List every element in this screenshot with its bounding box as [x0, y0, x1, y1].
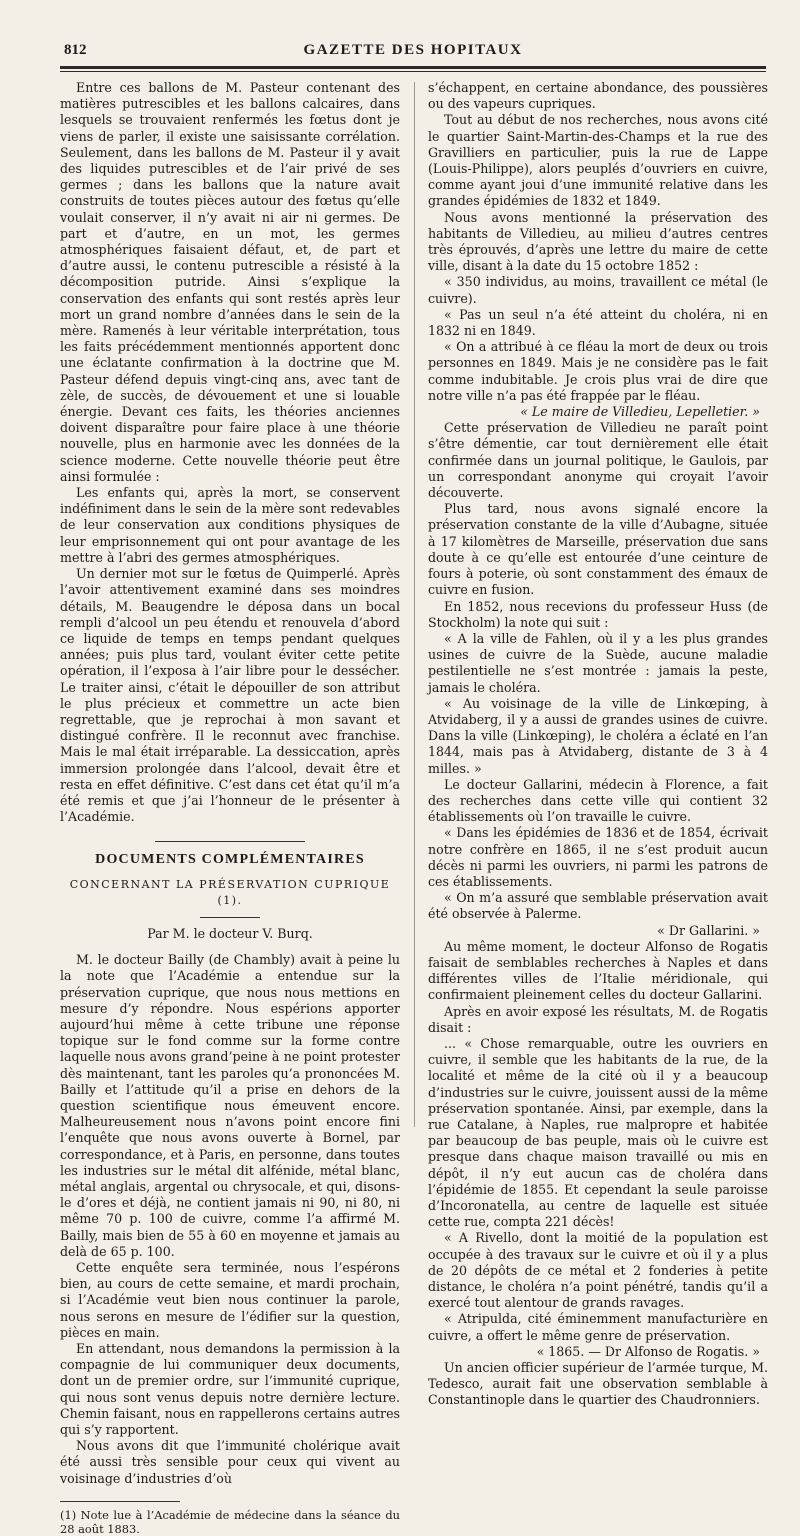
section-author: Par M. le docteur V. Burq. — [147, 925, 313, 941]
section-divider-short — [200, 917, 260, 918]
paragraph: Le docteur Gallarini, médecin à Florence, a fait des recherches dans cette ville qui contient 32 établissements où l’on travaille le cuivre. — [428, 776, 768, 825]
quote-paragraph: « Atripulda, cité éminemment manufacturière en cuivre, a offert le même genre de préservation. — [428, 1311, 768, 1343]
quote-paragraph: « Dans les épidémies de 1836 et de 1854, écrivait notre confrère en 1865, il ne s’est produit aucun décès ni parmi les ouvriers, ni parmi les patrons de ces établissements. — [428, 825, 768, 889]
paragraph: Un ancien officier supérieur de l’armée turque, M. Tedesco, aurait fait une observation semblable à Constantinople dans le quartier des Chaudronniers. — [428, 1360, 768, 1408]
footnote: (1) Note lue à l’Académie de médecine dans la séance du 28 août 1883. — [60, 1507, 400, 1536]
paragraph: En 1852, nous recevions du professeur Huss (de Stockholm) la note qui suit : — [428, 598, 768, 630]
quote-paragraph: « Au voisinage de la ville de Linkœping, à Atvidaberg, il y a aussi de grandes usines de cuivre. Dans la ville (Linkœping), le choléra a éclaté en l’an 1844, mais pas à Atvidaberg, distante de 3 à 4 milles. » — [428, 695, 768, 776]
quote-paragraph: « A la ville de Fahlen, où il y a les plus grandes usines de cuivre de la Suède, aucune maladie pestilentielle ne s’est montrée : jamais la peste, jamais le choléra. — [428, 630, 768, 695]
quote-paragraph: « 350 individus, au moins, travaillent ce métal (le cuivre). — [428, 274, 768, 306]
section-subtitle: CONCERNANT LA PRÉSERVATION CUPRIQUE (1). — [69, 877, 391, 907]
section-title: DOCUMENTS COMPLÉMENTAIRES — [95, 852, 365, 868]
paragraph: En attendant, nous demandons la permission à la compagnie de lui communiquer deux documents, dont un de premier ordre, sur l’immunité cuprique, qui nous sont venus depuis notre dernière lecture. Chemin faisant, nous en rappellerons certains autres qui s’y rapportent. — [60, 1341, 400, 1438]
journal-title: GAZETTE DES HOPITAUX — [303, 42, 523, 58]
page-number: 812 — [64, 42, 87, 58]
quote-signature: « 1865. — Dr Alfonso de Rogatis. » — [536, 1343, 760, 1359]
paragraph: Plus tard, nous avons signalé encore la préservation constante de la ville d’Aubagne, située à 17 kilomètres de Marseille, préservation due sans doute à ce qu’elle est entourée d’une ceinture de fours à poterie, où sont constamment des émaux de cuivre en fusion. — [428, 501, 768, 598]
paragraph: Nous avons mentionné la préservation des habitants de Villedieu, au milieu d’autres centres très éprouvés, d’après une lettre du maire de cette ville, disant à la date du 15 octobre 1852 : — [428, 209, 768, 274]
footnote-rule — [60, 1501, 180, 1502]
paragraph: Entre ces ballons de M. Pasteur contenant des matières putrescibles et les ballons calcaires, dans lesquels se trouvaient renfermés les fœtus dont je viens de parler, il existe une saisissante corrélation. Seulement, dans les ballons de M. Pasteur il y avait des liquides putrescibles et de l’air privé de ses germes ; dans les ballons que la nature avait construits de toutes pièces autour des fœtus qu’elle voulait conserver, il n’y avait ni air ni germes. De part et d’autre, en un mot, les germes atmosphériques faisaient défaut, et, de part et d’autre aussi, le contenu putrescible a résisté à la décomposition putride. Ainsi s’explique la conservation des enfants qui sont restés après leur mort un grand nombre d’années dans le sein de la mère. Ramenés à leur véritable interprétation, tous les faits précédemment mentionnés apportent donc une éclatante confirmation à la doctrine que M. Pasteur défend depuis vingt-cinq ans, avec tant de zèle, de succès, de dévouement et une si louable énergie. Devant ces faits, les théories anciennes doivent disparaître pour faire place à une théorie nouvelle, plus en harmonie avec les données de la science moderne. Cette nouvelle théorie peut être ainsi formulée : — [60, 80, 400, 484]
paragraph: Tout au début de nos recherches, nous avons cité le quartier Saint-Martin-des-Champs et la rue des Gravilliers en particulier, puis la rue de Lappe (Louis-Philippe), alors peuplés d’ouvriers en cuivre, comme ayant joui d’une immunité relative dans les grandes épidémies de 1832 et 1849. — [428, 112, 768, 209]
quote-paragraph: « Pas un seul n’a été atteint du choléra, ni en 1832 ni en 1849. — [428, 306, 768, 339]
page-header — [60, 38, 766, 66]
paragraph: s’échappent, en certaine abondance, des poussières ou des vapeurs cupriques. — [428, 80, 768, 112]
quote-paragraph: « On m’a assuré que semblable préservation avait été observée à Palerme. — [428, 890, 768, 922]
paragraph: Un dernier mot sur le fœtus de Quimperlé. Après l’avoir attentivement examiné dans ses moindres détails, M. Beaugendre le déposa dans un bocal rempli d’alcool un peu étendu et renouvela d’abord ce liquide de temps en temps pendant quelques années; puis plus tard, voulant éviter cette petite opération, il l’exposa à l’air libre pour le dessécher. Le traiter ainsi, c’était le dépouiller de son attribut le plus précieux et commettre un acte bien regrettable, que je reprochai à mon savant et distingué confrère. Il le reconnut avec franchise. Mais le mal était irréparable. La dessiccation, après immersion prolongée dans l’alcool, devait être et resta en effet définitive. C’est dans cet état qu’il m’a été remis et que j’ai l’honneur de le présenter à l’Académie. — [60, 566, 400, 825]
quote-paragraph: « On a attribué à ce fléau la mort de deux ou trois personnes en 1849. Mais je ne considère pas le fait comme indubitable. Je crois plus vrai de dire que notre ville n’a pas été frappée par le fléau. — [428, 339, 768, 403]
paragraph: Cette enquête sera terminée, nous l’espérons bien, au cours de cette semaine, et mardi prochain, si l’Académie veut bien nous continuer la parole, nous serons en mesure de l’édifier sur la question, pièces en main. — [60, 1260, 400, 1340]
paragraph: Nous avons dit que l’immunité cholérique avait été aussi très sensible pour ceux qui vivent au voisinage d’industries d’où — [60, 1438, 400, 1486]
quote-signature: « Le maire de Villedieu, Lepelletier. » — [520, 404, 760, 420]
section-divider — [155, 841, 305, 842]
paragraph: Au même moment, le docteur Alfonso de Rogatis faisait de semblables recherches à Naples et dans différentes villes de l’Italie méridionale, qui confirmaient pleinement celles du docteur Gallarini. — [428, 938, 768, 1003]
paragraph: Cette préservation de Villedieu ne paraît point s’être démentie, car tout dernièrement elle était confirmée dans un journal politique, le Gaulois, par un correspondant anonyme qui croyait l’avoir découverte. — [428, 420, 768, 501]
paragraph: Les enfants qui, après la mort, se conservent indéfiniment dans le sein de la mère sont redevables de leur conservation aux conditions physiques de leur emprisonnement qui ont pour avantage de les mettre à l’abri des germes atmosphériques. — [60, 485, 400, 565]
header-rule-thin — [60, 71, 766, 72]
quote-paragraph: ... « Chose remarquable, outre les ouvriers en cuivre, il semble que les habitants de la rue, de la localité et même de la cité où il y a beaucoup d’industries sur le cuivre, jouissent aussi de la même préservation spontanée. Ainsi, par exemple, dans la rue Catalane, à Naples, rue malpropre et habitée par beaucoup de bas peuple, mais où le cuivre est presque dans chaque maison travaillé ou mis en dépôt, il n’y eut aucun cas de choléra dans l’épidémie de 1855. Et cependant la seule paroisse d’Incoronatella, au centre de laquelle est située cette rue, compta 221 décès! — [428, 1035, 768, 1230]
column-divider — [414, 82, 415, 1127]
paragraph: M. le docteur Bailly (de Chambly) avait à peine lu la note que l’Académie a entendue sur la préservation cuprique, que nous nous mettions en mesure d’y répondre. Nous espérions apporter aujourd’hui même à cette tribune une réponse topique sur le fond comme sur la forme contre laquelle nous avons grand’peine à ne point protester dès maintenant, tant les paroles qu’a prononcées M. Bailly et l’attitude qu’il a prise en dehors de la question scientifique nous émeuvent encore. Malheureusement nous n’avons point encore fini l’enquête que nous avons ouverte à Bornel, par correspondance, et à Paris, en personne, dans toutes les industries sur le métal dit alfénide, métal blanc, métal anglais, argental ou chrysocale, et qui, disons-le d’ores et déjà, ne contient jamais ni 90, ni 80, ni même 70 p. 100 de cuivre, comme l’a affirmé M. Bailly, mais bien de 55 à 60 en moyenne et jamais au delà de 65 p. 100. — [60, 952, 400, 1259]
right-column — [428, 80, 768, 1409]
paragraph: Après en avoir exposé les résultats, M. de Rogatis disait : — [428, 1003, 768, 1035]
quote-signature: « Dr Gallarini. » — [657, 922, 760, 938]
left-column — [60, 80, 400, 1536]
quote-paragraph: « A Rivello, dont la moitié de la population est occupée à des travaux sur le cuivre et où il y a plus de 20 dépôts de ce métal et 2 fonderies à petite distance, le choléra n’a point pénétré, tandis qu’il a exercé tout alentour de grands ravages. — [428, 1230, 768, 1311]
header-rule-thick — [60, 66, 766, 69]
